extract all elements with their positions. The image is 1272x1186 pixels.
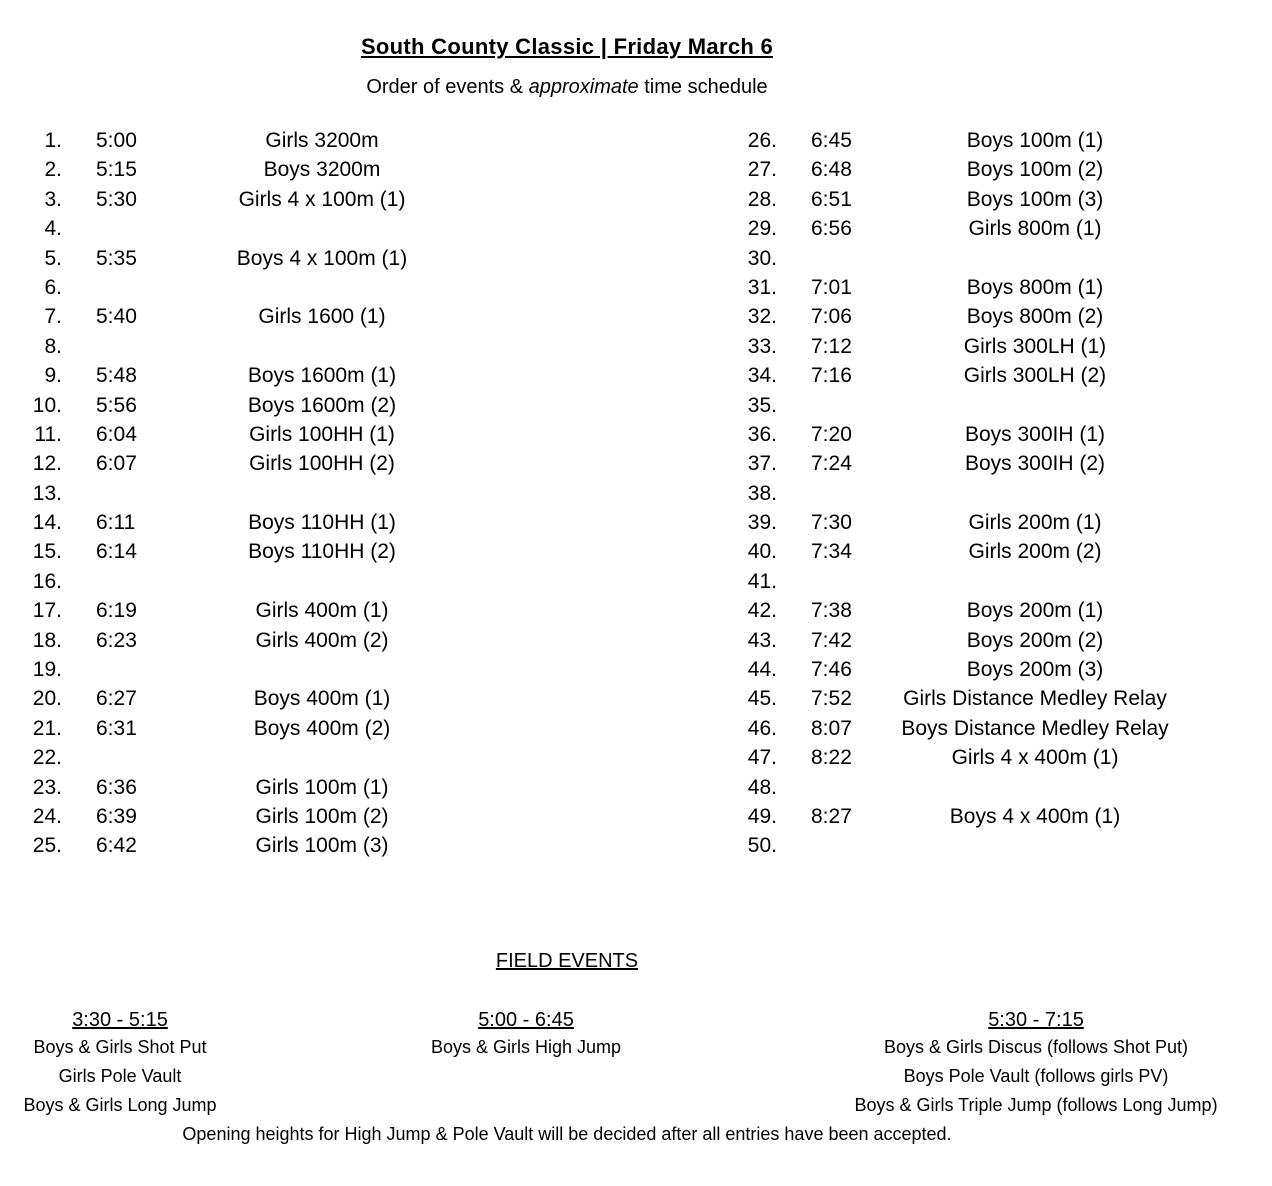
event-number: 2. <box>44 158 62 182</box>
event-number: 23. <box>32 775 62 799</box>
event-time: 6:04 <box>96 422 137 446</box>
event-row <box>725 332 1205 361</box>
event-row <box>0 655 470 684</box>
event-name: Girls 4 x 400m (1) <box>951 746 1119 770</box>
event-row <box>0 126 470 155</box>
event-time: 6:45 <box>811 129 852 152</box>
field-event-item: Girls Pole Vault <box>58 1066 182 1086</box>
event-name: Boys 300IH (1) <box>964 422 1106 446</box>
field-group-time: 3:30 - 5:15 <box>72 1009 168 1031</box>
event-time: 6:23 <box>96 628 137 652</box>
event-row <box>0 743 470 772</box>
field-event-item: Boys & Girls Discus (follows Shot Put) <box>883 1037 1189 1057</box>
page-title: South County Classic | Friday March 6 <box>360 34 774 59</box>
event-number: 41. <box>747 569 777 593</box>
field-event-item: Boys & Girls Long Jump <box>23 1095 217 1115</box>
event-name: Girls 200m (2) <box>968 540 1102 564</box>
event-row <box>0 596 470 625</box>
event-number: 4. <box>44 217 62 241</box>
event-row <box>0 361 470 390</box>
event-time: 7:38 <box>811 599 852 623</box>
event-name: Girls 300LH (2) <box>963 364 1107 388</box>
event-row <box>725 684 1205 713</box>
event-row <box>0 185 470 214</box>
event-time: 6:31 <box>96 716 137 740</box>
event-number: 10. <box>32 393 62 417</box>
event-name: Girls 100m (2) <box>255 804 389 828</box>
event-name: Boys 4 x 400m (1) <box>949 804 1121 828</box>
event-number: 48. <box>747 775 777 799</box>
event-number: 42. <box>747 599 777 623</box>
event-row <box>0 802 470 831</box>
event-row <box>725 155 1205 184</box>
event-name: Girls 1600 (1) <box>258 305 386 329</box>
event-row <box>725 244 1205 273</box>
events-column-right <box>725 126 1205 861</box>
event-row <box>725 743 1205 772</box>
event-name: Boys 110HH (1) <box>248 511 396 535</box>
event-row <box>0 244 470 273</box>
event-row <box>0 214 470 243</box>
event-time: 6:42 <box>96 834 137 858</box>
event-number: 14. <box>32 511 62 535</box>
event-name: Boys 300IH (2) <box>964 452 1106 476</box>
field-group-time: 5:30 - 7:15 <box>988 1009 1084 1031</box>
event-name: Girls 800m (1) <box>968 217 1102 241</box>
event-number: 3. <box>44 187 62 211</box>
event-number: 1. <box>44 129 62 152</box>
event-row <box>0 714 470 743</box>
event-time: 5:00 <box>96 129 137 152</box>
event-number: 19. <box>32 658 62 682</box>
event-time: 7:42 <box>811 628 852 652</box>
event-name: Boys 200m (1) <box>966 599 1104 623</box>
event-name: Boys 800m (1) <box>966 275 1104 299</box>
event-row <box>0 537 470 566</box>
event-time: 7:16 <box>811 364 852 388</box>
event-number: 22. <box>32 746 62 770</box>
event-time: 6:11 <box>96 511 136 535</box>
event-number: 18. <box>32 628 62 652</box>
event-row <box>0 684 470 713</box>
event-number: 45. <box>747 687 777 711</box>
event-number: 12. <box>32 452 62 476</box>
event-time: 6:48 <box>811 158 852 182</box>
event-number: 7. <box>44 305 62 329</box>
field-event-item: Boys & Girls Triple Jump (follows Long Jump) <box>854 1095 1218 1115</box>
event-time: 8:07 <box>811 716 852 740</box>
event-number: 39. <box>747 511 777 535</box>
event-time: 5:15 <box>96 158 137 182</box>
event-number: 21. <box>32 716 62 740</box>
event-number: 30. <box>747 246 777 270</box>
event-row <box>725 273 1205 302</box>
event-time: 6:51 <box>811 187 852 211</box>
event-number: 36. <box>747 422 777 446</box>
event-name: Girls Distance Medley Relay <box>903 687 1167 711</box>
event-number: 9. <box>44 364 62 388</box>
event-number: 13. <box>32 481 62 505</box>
event-row <box>725 479 1205 508</box>
field-event-item: Boys & Girls High Jump <box>430 1037 622 1057</box>
event-number: 26. <box>747 129 777 152</box>
event-row <box>725 773 1205 802</box>
event-number: 49. <box>747 804 777 828</box>
field-events-title: FIELD EVENTS <box>495 950 639 972</box>
event-row <box>0 773 470 802</box>
event-number: 29. <box>747 217 777 241</box>
event-time: 5:48 <box>96 364 137 388</box>
event-row <box>725 831 1205 860</box>
event-number: 31. <box>747 275 777 299</box>
event-name: Girls 200m (1) <box>968 511 1102 535</box>
event-name: Boys 4 x 100m (1) <box>236 246 408 270</box>
event-row <box>0 273 470 302</box>
event-name: Boys Distance Medley Relay <box>901 716 1169 740</box>
event-name: Boys 200m (3) <box>966 658 1104 682</box>
events-column-left <box>0 126 470 861</box>
event-name: Boys 100m (2) <box>966 158 1104 182</box>
subtitle-emphasis: approximate <box>528 76 639 98</box>
event-row <box>725 449 1205 478</box>
field-group-2 <box>396 1007 656 1062</box>
event-time: 5:56 <box>96 393 137 417</box>
event-row <box>725 802 1205 831</box>
event-name: Girls 300LH (1) <box>963 334 1107 358</box>
event-number: 6. <box>44 275 62 299</box>
event-name: Boys 400m (1) <box>253 687 391 711</box>
event-number: 8. <box>44 334 62 358</box>
event-number: 20. <box>32 687 62 711</box>
event-number: 46. <box>747 716 777 740</box>
event-row <box>0 831 470 860</box>
event-number: 40. <box>747 540 777 564</box>
event-name: Girls 100HH (1) <box>249 422 395 446</box>
event-name: Girls 100HH (2) <box>249 452 395 476</box>
event-time: 6:27 <box>96 687 137 711</box>
event-number: 27. <box>747 158 777 182</box>
event-row <box>725 420 1205 449</box>
subtitle-text-post: time schedule <box>638 76 768 98</box>
page-subtitle <box>0 76 1134 99</box>
event-time: 7:52 <box>811 687 852 711</box>
event-time: 6:19 <box>96 599 137 623</box>
event-time: 7:12 <box>811 334 852 358</box>
event-number: 34. <box>747 364 777 388</box>
event-name: Girls 3200m <box>265 129 379 152</box>
event-time: 7:01 <box>811 275 852 299</box>
event-number: 24. <box>32 804 62 828</box>
event-time: 6:07 <box>96 452 137 476</box>
event-name: Boys 1600m (1) <box>247 364 397 388</box>
event-row <box>725 302 1205 331</box>
event-time: 7:06 <box>811 305 852 329</box>
event-number: 17. <box>32 599 62 623</box>
event-name: Girls 100m (3) <box>255 834 389 858</box>
event-time: 7:24 <box>811 452 852 476</box>
event-row <box>725 361 1205 390</box>
event-row <box>725 537 1205 566</box>
event-time: 5:40 <box>96 305 137 329</box>
event-number: 37. <box>747 452 777 476</box>
event-name: Girls 400m (2) <box>255 628 389 652</box>
field-group-time: 5:00 - 6:45 <box>478 1009 574 1031</box>
event-name: Boys 3200m <box>263 158 381 182</box>
event-row <box>0 302 470 331</box>
event-row <box>725 655 1205 684</box>
event-name: Girls 400m (1) <box>255 599 389 623</box>
event-name: Boys 400m (2) <box>253 716 391 740</box>
event-number: 25. <box>32 834 62 858</box>
event-name: Girls 4 x 100m (1) <box>238 187 406 211</box>
field-event-item: Boys & Girls Shot Put <box>33 1037 207 1057</box>
event-row <box>725 714 1205 743</box>
event-row <box>725 185 1205 214</box>
event-row <box>725 567 1205 596</box>
event-time: 8:22 <box>811 746 852 770</box>
subtitle-text-pre: Order of events & <box>366 76 529 98</box>
event-number: 5. <box>44 246 62 270</box>
event-row <box>0 332 470 361</box>
event-row <box>0 420 470 449</box>
event-time: 6:39 <box>96 804 137 828</box>
event-row <box>725 391 1205 420</box>
event-time: 8:27 <box>811 804 852 828</box>
event-row <box>725 126 1205 155</box>
event-row <box>725 508 1205 537</box>
event-row <box>0 479 470 508</box>
event-row <box>0 449 470 478</box>
event-time: 7:34 <box>811 540 852 564</box>
event-row <box>725 626 1205 655</box>
event-time: 7:20 <box>811 422 852 446</box>
event-name: Boys 100m (3) <box>966 187 1104 211</box>
event-number: 38. <box>747 481 777 505</box>
event-time: 7:30 <box>811 511 852 535</box>
event-number: 16. <box>32 569 62 593</box>
event-row <box>0 567 470 596</box>
event-row <box>0 626 470 655</box>
event-name: Boys 800m (2) <box>966 305 1104 329</box>
field-group-1 <box>0 1007 240 1120</box>
event-row <box>725 214 1205 243</box>
event-time: 7:46 <box>811 658 852 682</box>
event-number: 11. <box>34 422 62 446</box>
event-name: Boys 110HH (2) <box>248 540 396 564</box>
event-number: 15. <box>32 540 62 564</box>
field-event-item: Boys Pole Vault (follows girls PV) <box>903 1066 1169 1086</box>
opening-heights-note: Opening heights for High Jump & Pole Vault will be decided after all entries have been accepted. <box>182 1124 952 1144</box>
event-number: 33. <box>747 334 777 358</box>
field-group-3 <box>836 1007 1236 1120</box>
event-name: Boys 200m (2) <box>966 628 1104 652</box>
event-time: 6:14 <box>96 540 137 564</box>
event-name: Boys 100m (1) <box>966 129 1104 152</box>
event-row <box>725 596 1205 625</box>
event-number: 28. <box>747 187 777 211</box>
event-number: 44. <box>747 658 777 682</box>
event-number: 43. <box>747 628 777 652</box>
event-name: Girls 100m (1) <box>255 775 389 799</box>
event-number: 32. <box>747 305 777 329</box>
event-row <box>0 155 470 184</box>
event-row <box>0 391 470 420</box>
event-time: 5:30 <box>96 187 137 211</box>
event-time: 6:56 <box>811 217 852 241</box>
event-number: 50. <box>747 834 777 858</box>
event-name: Boys 1600m (2) <box>247 393 397 417</box>
event-row <box>0 508 470 537</box>
event-time: 5:35 <box>96 246 137 270</box>
event-number: 47. <box>747 746 777 770</box>
event-time: 6:36 <box>96 775 137 799</box>
event-number: 35. <box>747 393 777 417</box>
